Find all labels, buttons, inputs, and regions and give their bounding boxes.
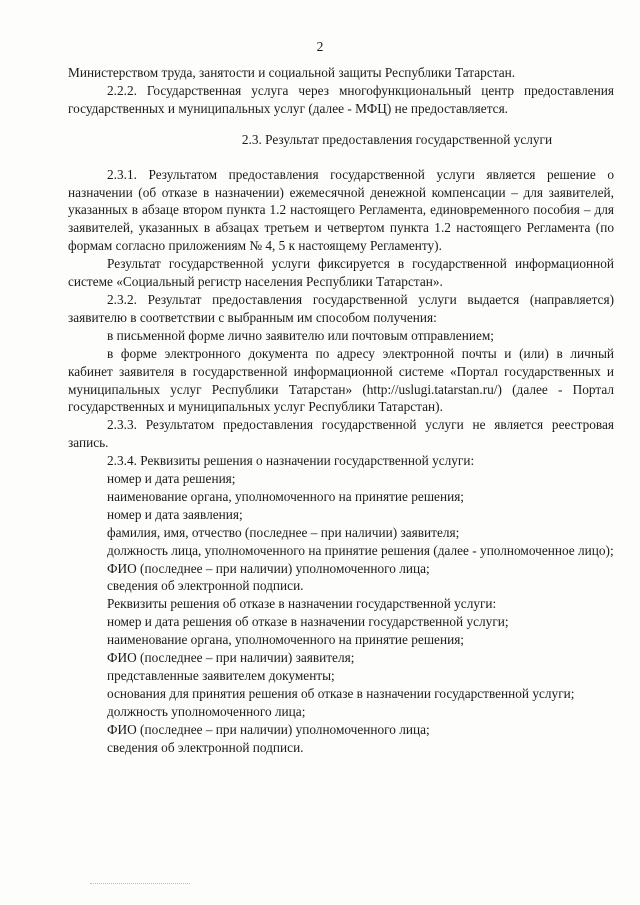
paragraph-written-form: в письменной форме лично заявителю или почтовым отправлением;	[107, 327, 494, 343]
list-item: ФИО (последнее – при наличии) заявителя;	[107, 650, 355, 666]
section-heading-2-3: 2.3. Результат предоставления государственной услуги	[241, 131, 553, 147]
scan-artifact	[90, 883, 190, 885]
list-item: ФИО (последнее – при наличии) уполномоченного лица;	[107, 560, 430, 576]
document-body	[68, 64, 614, 757]
paragraph-2-3-3: 2.3.3. Результатом предоставления государственной услуги не является реестровая запись.	[68, 417, 614, 451]
paragraph-electronic-form: в форме электронного документа по адресу электронной почты и (или) в личный кабинет заявителя в государственной информационной системе «Портал государственных и муниципальных услуг Республики Татарстан» (http://uslugi.tatarstan.ru/) (далее - Портал государственных и муниципальных услуг Республики Татарстан).	[68, 345, 614, 415]
list-item: фамилия, имя, отчество (последнее – при наличии) заявителя;	[107, 524, 460, 540]
list-item: основания для принятия решения об отказе в назначении государственной услуги;	[107, 685, 575, 701]
paragraph-result-fixed: Результат государственной услуги фиксируется в государственной информационной системе «Социальный регистр населения Республики Татарстан».	[68, 256, 614, 290]
paragraph-2-3-4: 2.3.4. Реквизиты решения о назначении государственной услуги:	[107, 453, 475, 469]
list-item: ФИО (последнее – при наличии) уполномоченного лица;	[107, 721, 430, 737]
paragraph-refusal-requisites: Реквизиты решения об отказе в назначении государственной услуги:	[107, 596, 497, 612]
list-item: наименование органа, уполномоченного на принятие решения;	[107, 488, 465, 504]
list-item: номер и дата решения об отказе в назначении государственной услуги;	[107, 614, 509, 630]
list-item: должность лица, уполномоченного на принятие решения (далее - уполномоченное лицо);	[107, 542, 614, 558]
paragraph-ministry: Министерством труда, занятости и социальной защиты Республики Татарстан.	[68, 65, 516, 80]
paragraph-2-2-2: 2.2.2. Государственная услуга через многофункциональный центр предоставления государственных и муниципальных услуг (далее - МФЦ) не предоставляется.	[68, 82, 614, 116]
list-item: представленные заявителем документы;	[107, 668, 335, 683]
page-number: 2	[316, 39, 324, 54]
paragraph-2-3-2: 2.3.2. Результат предоставления государственной услуги выдается (направляется) заявителю в соответствии с выбранным им способом получения:	[68, 291, 614, 325]
list-item: сведения об электронной подписи.	[107, 578, 304, 594]
list-item: номер и дата заявления;	[107, 506, 243, 522]
list-item: должность уполномоченного лица;	[107, 703, 306, 719]
list-item: сведения об электронной подписи.	[107, 739, 304, 755]
list-item: наименование органа, уполномоченного на принятие решения;	[107, 632, 465, 648]
paragraph-2-3-1: 2.3.1. Результатом предоставления государственной услуги является решение о назначении (об отказе в назначении) ежемесячной денежной компенсации – для заявителей, указанных в абзаце втором пункта 1.2 настоящего Регламента, единовременного пособия – для заявителей, указанных в абзацах третьем и четвертом пункта 1.2 настоящего Регламента (по формам согласно приложениям № 4, 5 к настоящему Регламенту).	[68, 166, 614, 254]
list-item: номер и дата решения;	[107, 471, 236, 487]
